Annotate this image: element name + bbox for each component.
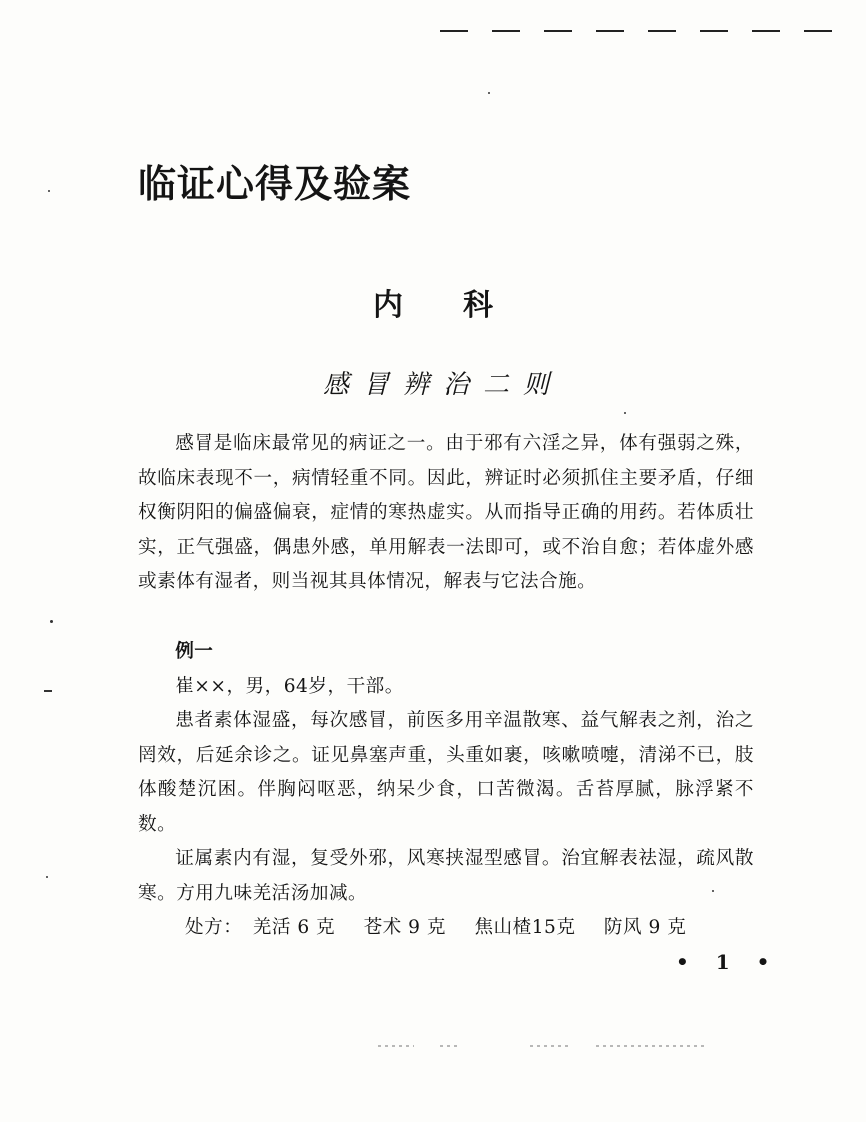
scan-speck: [624, 412, 626, 414]
scan-speck: [48, 190, 50, 192]
prescription-item: 羌活 6 克: [252, 917, 336, 938]
prescription-line: [185, 911, 785, 946]
prescription-label: 处方：: [185, 917, 243, 938]
header-dash-rule: [440, 30, 840, 34]
bleed-through-marks: [440, 1045, 460, 1047]
bleed-through-marks: [378, 1045, 414, 1047]
scan-speck: [50, 620, 53, 623]
example-label: 例一: [175, 641, 214, 662]
scan-speck: [46, 876, 48, 878]
case-history-paragraph: 患者素体湿盛，每次感冒，前医多用辛温散寒、益气解表之剂，治之罔效，后延余诊之。证见鼻塞声重，头重如裹，咳嗽喷嚏，清涕不已，肢体酸楚沉困。伴胸闷呕恶，纳呆少食，口苦微渴。舌苔厚腻，脉浮紧不数。: [138, 710, 754, 835]
article-title: 感冒辨治二则: [322, 370, 563, 400]
bleed-through-marks: [530, 1045, 570, 1047]
page-number: • 1 •: [676, 950, 780, 974]
prescription-item: 防风 9 克: [603, 917, 687, 938]
prescription-item: 苍术 9 克: [363, 917, 447, 938]
scan-speck: [488, 92, 490, 94]
diagnosis-paragraph: 证属素内有湿，复受外邪，风寒挟湿型感冒。治宜解表祛湿，疏风散寒。方用九味羌活汤加减。: [138, 848, 754, 904]
bleed-through-marks: [596, 1045, 706, 1047]
patient-info: 崔××，男，64岁，干部。: [175, 676, 404, 697]
section-title: 内科: [373, 288, 553, 323]
intro-paragraph: 感冒是临床最常见的病证之一。由于邪有六淫之异，体有强弱之殊，故临床表现不一，病情轻重不同。因此，辨证时必须抓住主要矛盾，仔细权衡阴阳的偏盛偏衰，症情的寒热虚实。从而指导正确的用药。若体质壮实，正气强盛，偶患外感，单用解表一法即可，或不治自愈；若体虚外感或素体有湿者，则当视其具体情况，解表与它法合施。: [138, 433, 754, 593]
scan-speck: [44, 690, 52, 692]
book-title: 临证心得及验案: [138, 162, 412, 207]
prescription-item: 焦山楂15克: [474, 917, 576, 938]
